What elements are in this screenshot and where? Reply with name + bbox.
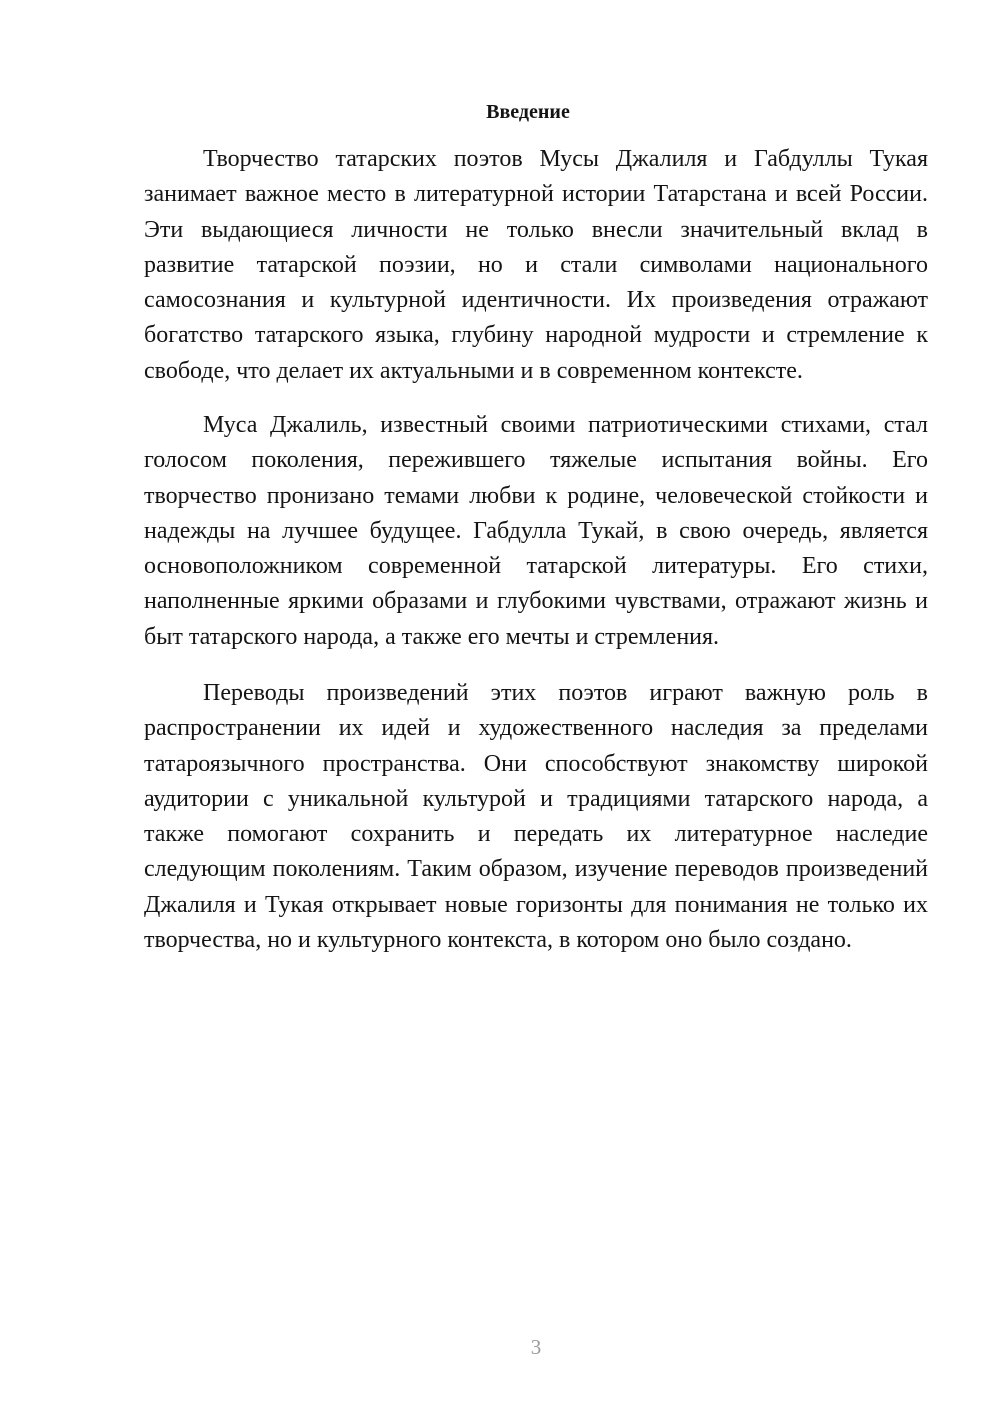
page-title: Введение: [486, 101, 570, 123]
page-number: 3: [530, 1335, 542, 1359]
paragraph-2: Муса Джалиль, известный своими патриотическими стихами, стал голосом поколения, пережившего тяжелые испытания войны. Его творчество пронизано темами любви к родине, человеческой стойкости и надежды на лучшее будущее. Габдулла Тукай, в свою очередь, является основоположником современной татарской литературы. Его стихи, наполненные яркими образами и глубокими чувствами, отражают жизнь и быт татарского народа, а также его мечты и стремления.: [144, 412, 928, 650]
paragraph-3: Переводы произведений этих поэтов играют важную роль в распространении их идей и художественного наследия за пределами татароязычного пространства. Они способствуют знакомству широкой аудитории с уникальной культурой и традициями татарского народа, а также помогают сохранить и передать их литературное наследие следующим поколениям. Таким образом, изучение переводов произведений Джалиля и Тукая открывает новые горизонты для понимания не только их творчества, но и культурного контекста, в котором оно было создано.: [144, 680, 928, 954]
paragraph-1: Творчество татарских поэтов Мусы Джалиля и Габдуллы Тукая занимает важное место в литературной истории Татарстана и всей России. Эти выдающиеся личности не только внесли значительный вклад в развитие татарской поэзии, но и стали символами национального самосознания и культурной идентичности. Их произведения отражают богатство татарского языка, глубину народной мудрости и стремление к свободе, что делает их актуальными и в современном контексте.: [144, 146, 928, 384]
